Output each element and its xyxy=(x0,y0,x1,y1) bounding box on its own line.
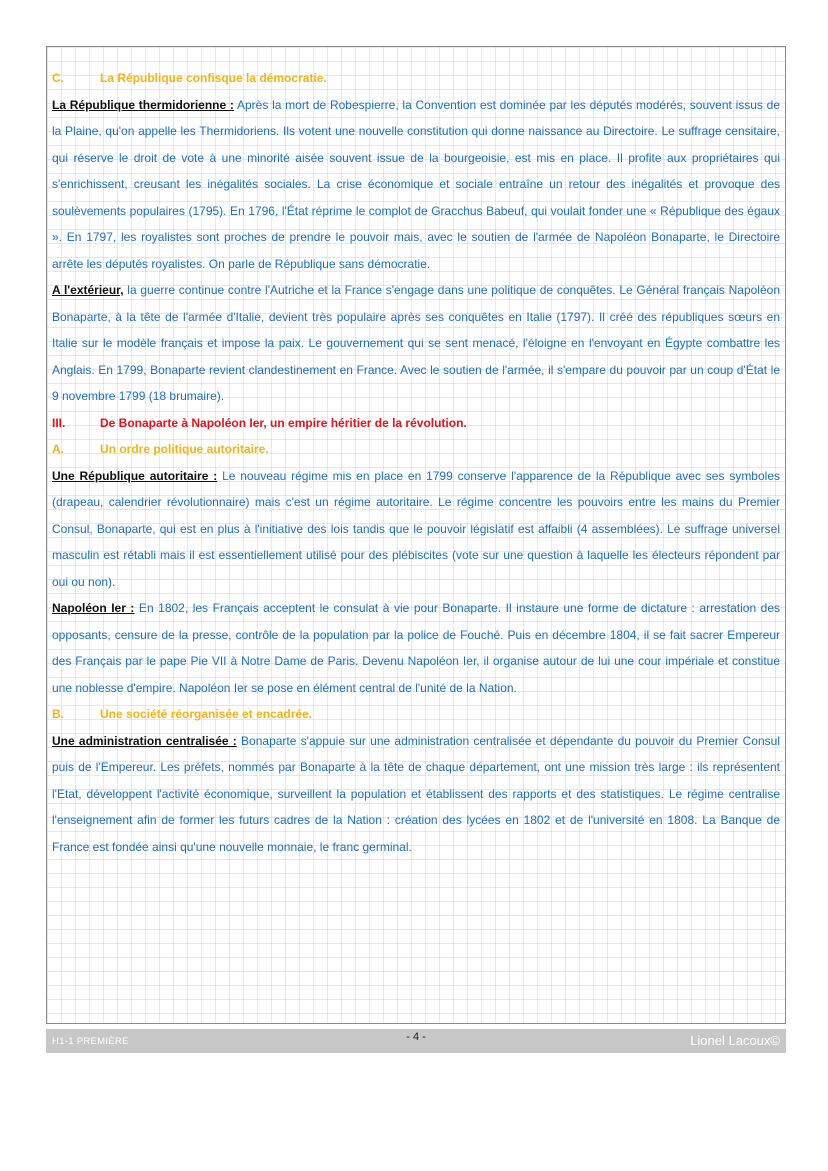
footer-course-label: H1-1 PREMIÈRE xyxy=(52,1036,129,1047)
paragraph-napoleon-ier: Napoléon Ier : En 1802, les Français acceptent le consulat à vie pour Bonaparte. Il instaure une forme de dictature : arrestation des opposants, censure de la presse, contrôle de la population par la police de Fouché. Puis en décembre 1804, il se fait sacrer Empereur des Français par le pape Pie VII à Notre Dame de Paris. Devenu Napoléon Ier, il organise autour de lui une cour impériale et constitue une noblesse d'empire. Napoléon Ier se pose en élément central de l'unité de la Nation. xyxy=(52,601,780,695)
document-page xyxy=(46,46,786,1024)
paragraph-republique-thermidorienne: La République thermidorienne : Après la mort de Robespierre, la Convention est dominée par les députés modérés, souvent issus de la Plaine, qu'on appelle les Thermidoriens. Ils votent une nouvelle constitution qui donne naissance au Directoire. Le suffrage censitaire, qui réserve le droit de vote à une minorité aisée souvent issue de la bourgeoisie, est mis en place. Il profite aux propriétaires qui s'enrichissent, creusant les inégalités sociales. La crise économique et sociale entraîne un retour des inégalités et provoque des soulèvements populaires (1795). En 1796, l'État réprime le complot de Gracchus Babeuf, qui voulait fonder une « République des égaux ». En 1797, les royalistes sont proches de prendre le pouvoir mais, avec le soutien de l'armée de Napoléon Bonaparte, le Directoire arrête les députés royalistes. On parle de République sans démocratie. xyxy=(52,97,780,271)
section-heading-c: C. La République confisque la démocratie. xyxy=(52,71,327,85)
page-footer xyxy=(46,1029,786,1053)
section-heading-iii: III. De Bonaparte à Napoléon Ier, un empire héritier de la révolution. xyxy=(52,415,467,430)
paragraph-republique-autoritaire: Une République autoritaire : Le nouveau régime mis en place en 1799 conserve l'apparence de la République avec ses symboles (drapeau, calendrier révolutionnaire) mais c'est un régime autoritaire. Le régime concentre les pouvoirs entre les mains du Premier Consul, Bonaparte, qui est en plus à l'initiative des lois tandis que le pouvoir législatif est affaibli (4 assemblées). Le suffrage universel masculin est rétabli mais il est essentiellement utilisé pour des plébiscites (vote sur une question à laquelle les électeurs répondent par oui ou non). xyxy=(52,468,780,589)
footer-author: Lionel Lacoux© xyxy=(690,1033,780,1048)
page-number: - 4 - xyxy=(406,1031,426,1043)
paragraph-exterieur: A l'extérieur, la guerre continue contre l'Autriche et la France s'engage dans une politique de conquêtes. Le Général français Napoléon Bonaparte, à la tête de l'armée d'Italie, devient très populaire après ses conquêtes en Italie (1797). Il créé des républiques sœurs en Italie sur le modèle français et impose la paix. Le gouvernement qui se sent menacé, l'éloigne en l'envoyant en Égypte combattre les Anglais. En 1799, Bonaparte revient clandestinement en France. Avec le soutien de l'armée, il s'empare du pouvoir par un coup d'État le 9 novembre 1799 (18 brumaire). xyxy=(52,283,780,403)
document-content xyxy=(52,65,780,860)
section-heading-a: A. Un ordre politique autoritaire. xyxy=(52,442,269,456)
section-heading-b: B. Une société réorganisée et encadrée. xyxy=(52,707,313,721)
paragraph-administration-centralisee: Une administration centralisée : Bonaparte s'appuie sur une administration centralisée et dépendante du pouvoir du Premier Consul puis de l'Empereur. Les préfets, nommés par Bonaparte à la tête de chaque département, ont une mission très large : ils représentent l'Etat, développent l'activité économique, surveillent la population et établissent des rapports et des statistiques. Le régime centralise l'enseignement afin de former les futurs cadres de la Nation : création des lycées en 1802 et de l'université en 1808. La Banque de France est fondée ainsi qu'une nouvelle monnaie, le franc germinal. xyxy=(52,733,780,854)
